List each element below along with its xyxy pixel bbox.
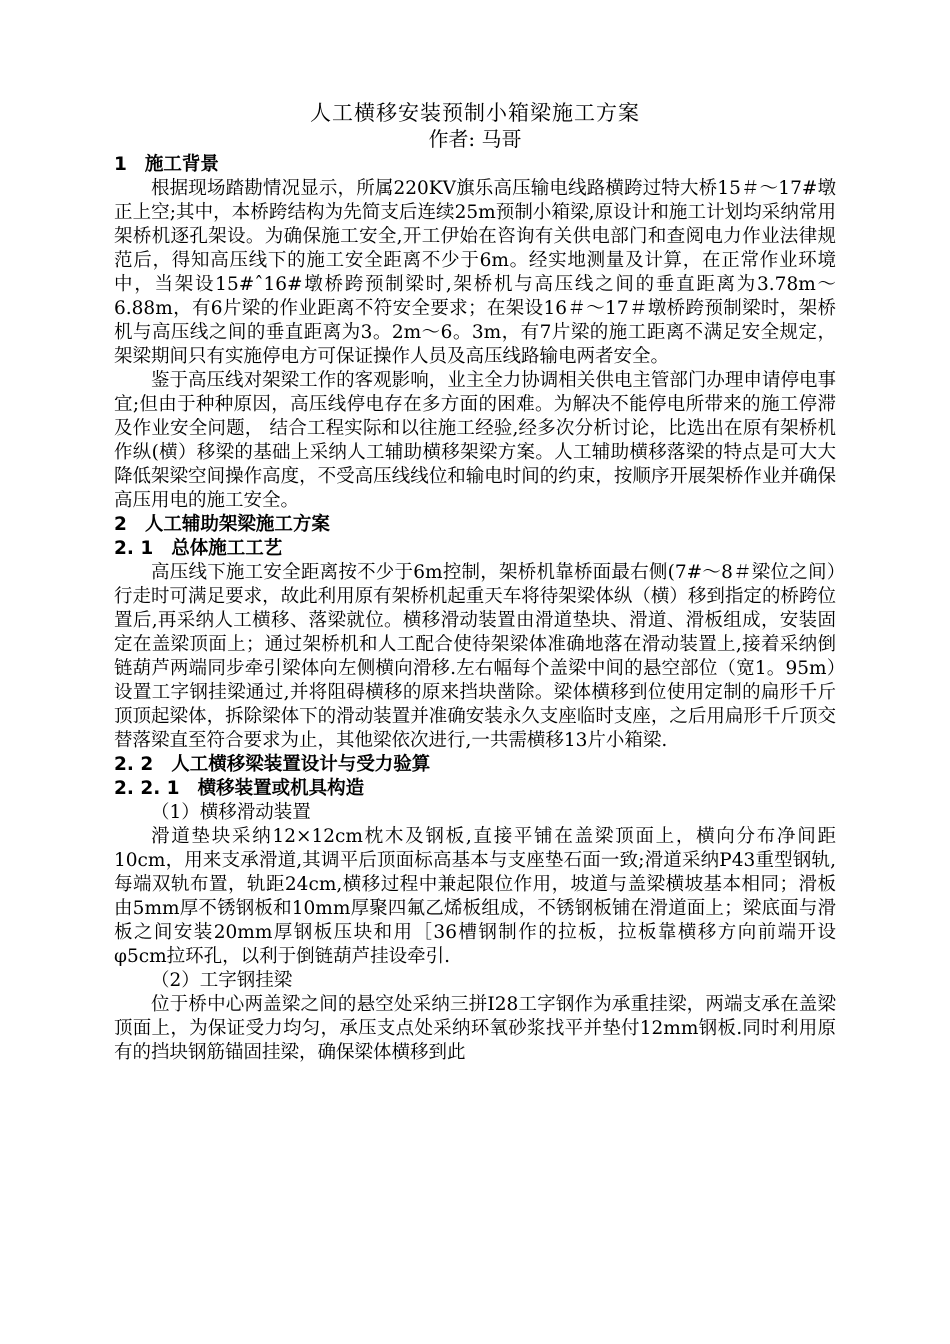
section-heading-1 (114, 153, 836, 177)
document-author: 作者: 马哥 (428, 127, 522, 151)
paragraph: 滑道垫块采纳12×12cm枕木及钢板,直接平铺在盖梁顶面上，横向分布净间距10cm，用来支承滑道,其调平后顶面标高基本与支座垫石面一致;滑道采纳P43重型钢轨,每端双轨布置，轨距24cm,横移过程中兼起限位作用，坡道与盖梁横坡基本相同；滑板由5mm厚不锈钢板和10mm厚聚四氟乙烯板组成，不锈钢板铺在滑道面上；梁底面与滑板之间安装20mm厚钢板压块和用［36槽钢制作的拉板，拉板靠横移方向前端开设φ5cm拉环孔，以利于倒链葫芦挂设牵引. (114, 826, 836, 967)
section-title: 横移装置或机具构造 (197, 778, 365, 799)
paragraph: 鉴于高压线对架梁工作的客观影响，业主全力协调相关供电主管部门办理申请停电事宜;但由于种种原因，高压线停电存在多方面的困难。为解决不能停电所带来的施工停滞及作业安全问题， 结合工程实际和以往施工经验,经多次分析讨论，比选出在原有架桥机作纵(横）移梁的基础上采纳人工辅助横移架梁方案。人工辅助横移落梁的特点是可大大降低架梁空间操作高度，不受高压线线位和输电时间的约束，按顺序开展架桥作业并确保高压用电的施工安全。 (114, 370, 836, 511)
document-title: 人工横移安装预制小箱梁施工方案 (310, 101, 640, 125)
section-number: 2. 2 (114, 754, 154, 775)
section-number: 2 (114, 514, 127, 535)
section-heading-2-1 (114, 537, 836, 561)
section-number: 1 (114, 154, 127, 175)
section-heading-2-2 (114, 753, 836, 777)
section-title: 人工横移梁装置设计与受力验算 (171, 754, 431, 775)
paragraph: 根据现场踏勘情况显示，所属220KV旗乐高压输电线路横跨过特大桥15＃～17#墩正上空;其中，本桥跨结构为先简支后连续25m预制小箱梁,原设计和施工计划均采纳常用架桥机逐孔架设。为确保施工安全,开工伊始在咨询有关供电部门和查阅电力作业法律规范后，得知高压线下的施工安全距离不少于6m。经实地测量及计算，在正常作业环境中，当架设15#ˆ16#墩桥跨预制梁时,架桥机与高压线之间的垂直距离为3.78m～6.88m，有6片梁的作业距离不符安全要求；在架设16＃～17＃墩桥跨预制梁时，架桥机与高压线之间的垂直距离为3。2m～6。3m，有7片梁的施工距离不满足安全规定，架梁期间只有实施停电方可保证操作人员及高压线路输电两者安全。 (114, 178, 836, 367)
subheading: （1）横移滑动装置 (151, 802, 311, 823)
section-heading-2-2-1 (114, 777, 836, 801)
subheading: （2）工字钢挂梁 (151, 970, 293, 991)
section-title: 人工辅助架梁施工方案 (144, 514, 330, 535)
section-title: 施工背景 (144, 154, 219, 175)
section-number: 2. 2. 1 (114, 778, 180, 799)
paragraph: 位于桥中心两盖梁之间的悬空处采纳三拼I28工字钢作为承重挂梁，两端支承在盖梁顶面上，为保证受力均匀，承压支点处采纳环氧砂浆找平并垫付12mm钢板.同时利用原有的挡块钢筋锚固挂梁，确保梁体横移到此 (114, 994, 836, 1063)
document-body (114, 99, 836, 1065)
section-title: 总体施工工艺 (171, 538, 283, 559)
section-heading-2 (114, 513, 836, 537)
section-number: 2. 1 (114, 538, 154, 559)
paragraph: 高压线下施工安全距离按不少于6m控制，架桥机靠桥面最右侧(7#～8＃梁位之间）行走时可满足要求，故此利用原有架桥机起重天车将待架梁体纵（横）移到指定的桥跨位置后,再采纳人工横移、落梁就位。横移滑动装置由滑道垫块、滑道、滑板组成，安装固定在盖梁顶面上；通过架桥机和人工配合使待架梁体准确地落在滑动装置上,接着采纳倒链葫芦两端同步牵引梁体向左侧横向滑移.左右幅每个盖梁中间的悬空部位（宽1。95m）设置工字钢挂梁通过,并将阻碍横移的原来挡块凿除。梁体横移到位使用定制的扁形千斤顶顶起梁体，拆除梁体下的滑动装置并准确安装永久支座临时支座，之后用扁形千斤顶交替落梁直至符合要求为止，其他梁依次进行,一共需横移13片小箱梁. (114, 562, 836, 751)
